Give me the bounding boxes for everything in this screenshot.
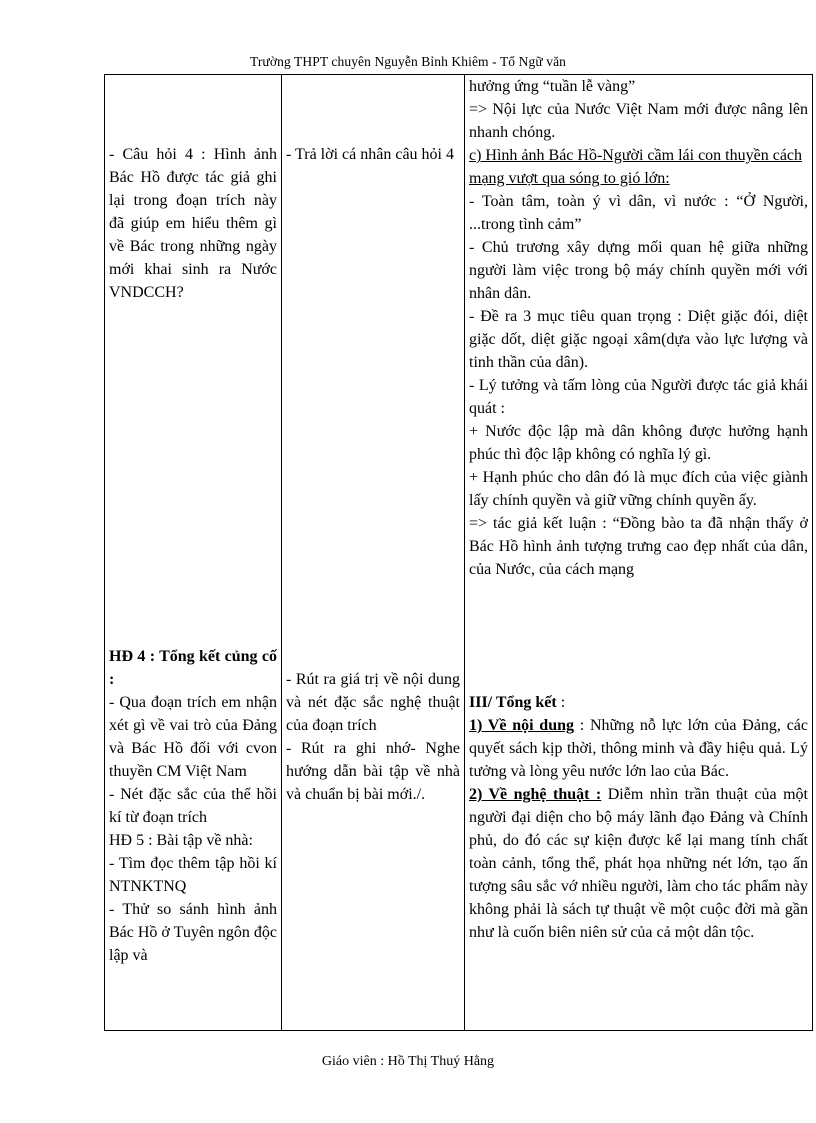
student-activity-column xyxy=(282,75,465,1031)
list-item: + Hạnh phúc cho dân đó là mục đích của việc giành lấy chính quyền và giữ vững chính quyền ấy. xyxy=(469,469,808,509)
summary-title-colon: : xyxy=(556,694,566,711)
summary-title xyxy=(469,691,808,714)
lesson-table xyxy=(104,74,813,1031)
page-footer: Giáo viên : Hồ Thị Thuý Hằng xyxy=(321,1054,495,1069)
content-summary xyxy=(469,714,808,783)
section-c-heading: c) Hình ảnh Bác Hồ-Người cầm lái con thuyền cách mạng vượt qua sóng to gió lớn: xyxy=(469,147,803,187)
list-item: - Chủ trương xây dựng mối quan hệ giữa những người làm việc trong bộ máy chính quyền mới với nhân dân. xyxy=(469,239,808,302)
list-item: - Rút ra giá trị về nội dung và nét đặc sắc nghệ thuật của đoạn trích xyxy=(286,671,460,734)
list-item: => tác giả kết luận : “Đồng bào ta đã nhận thấy ở Bác Hồ hình ảnh tượng trưng cao đẹp nhất của dân, của Nước, của cách mạng xyxy=(469,515,808,578)
summary-section xyxy=(469,691,808,944)
content-label: 1) Về nội dung xyxy=(469,717,574,734)
list-item: - Lý tưởng và tấm lòng của Người được tác giả khái quát : xyxy=(469,377,808,417)
list-item: - Toàn tâm, toàn ý vì dân, vì nước : “Ở Người, ...trong tình cảm” xyxy=(469,193,808,233)
art-text: Diễm nhìn trần thuật của một người đại diện cho bộ máy lãnh đạo Đảng và Chính phủ, do đó các sự kiện được kể lại mang tính chất toàn cảnh, tổng thể, phát họa những nét lớn, tạo ấn tượng sâu sắc vớ nhiều người, làm cho tác phẩm này không phải là sách tự thuật về một cuộc đời mà gần như là cuốn biên niên sử của cả một dân tộc. xyxy=(469,786,809,941)
list-item: HĐ 5 : Bài tập về nhà: xyxy=(109,832,253,849)
teacher-activity-column xyxy=(105,75,282,1031)
activity-4-title: HĐ 4 : Tổng kết củng cố : xyxy=(109,648,277,688)
summary-title-text: III/ Tổng kết xyxy=(469,694,557,711)
content-column xyxy=(465,75,813,1031)
content-top xyxy=(469,75,808,581)
content-text: : Những nỗ lực lớn của Đảng, các quyết sách kịp thời, thông minh và đầy hiệu quả. Lý tưởng và lòng yêu nước lớn lao của Bác. xyxy=(469,717,808,780)
art-label: 2) Về nghệ thuật : xyxy=(469,786,602,803)
list-item: + Nước độc lập mà dân không được hưởng hạnh phúc thì độc lập không có nghĩa lý gì. xyxy=(469,423,808,463)
list-item: - Rút ra ghi nhớ- Nghe hướng dẫn bài tập về nhà và chuẩn bị bài mới./. xyxy=(286,740,460,803)
summary-tasks xyxy=(286,668,460,806)
page-header: Trường THPT chuyên Nguyễn Bỉnh Khiêm - Tổ Ngữ văn xyxy=(249,54,567,69)
content-line: hưởng ứng “tuần lễ vàng” xyxy=(469,78,636,95)
list-item: - Qua đoạn trích em nhận xét gì về vai trò của Đảng và Bác Hồ đối với cvon thuyền CM Việt Nam xyxy=(109,694,277,780)
activity-4-list xyxy=(109,691,277,967)
list-item: - Đề ra 3 mục tiêu quan trọng : Diệt giặc đói, diệt giặc dốt, diệt giặc ngoại xâm(dựa vào lực lượng và tinh thần của dân). xyxy=(469,308,808,371)
list-item: - Tìm đọc thêm tập hồi kí NTNKTNQ xyxy=(109,855,277,895)
question-4: - Câu hỏi 4 : Hình ảnh Bác Hồ được tác giả ghi lại trong đoạn trích này đã giúp em hiểu thêm gì về Bác trong những ngày mới khai sinh ra Nước VNDCCH? xyxy=(109,146,277,301)
answer-question-4: - Trả lời cá nhân câu hỏi 4 xyxy=(286,146,454,163)
list-item: - Thử so sánh hình ảnh Bác Hồ ở Tuyên ngôn độc lập và xyxy=(109,901,278,964)
art-summary xyxy=(469,783,808,944)
content-line: => Nội lực của Nước Việt Nam mới được nâng lên nhanh chóng. xyxy=(469,101,808,141)
list-item: - Nét đặc sắc của thể hồi kí từ đoạn trích xyxy=(109,786,277,826)
